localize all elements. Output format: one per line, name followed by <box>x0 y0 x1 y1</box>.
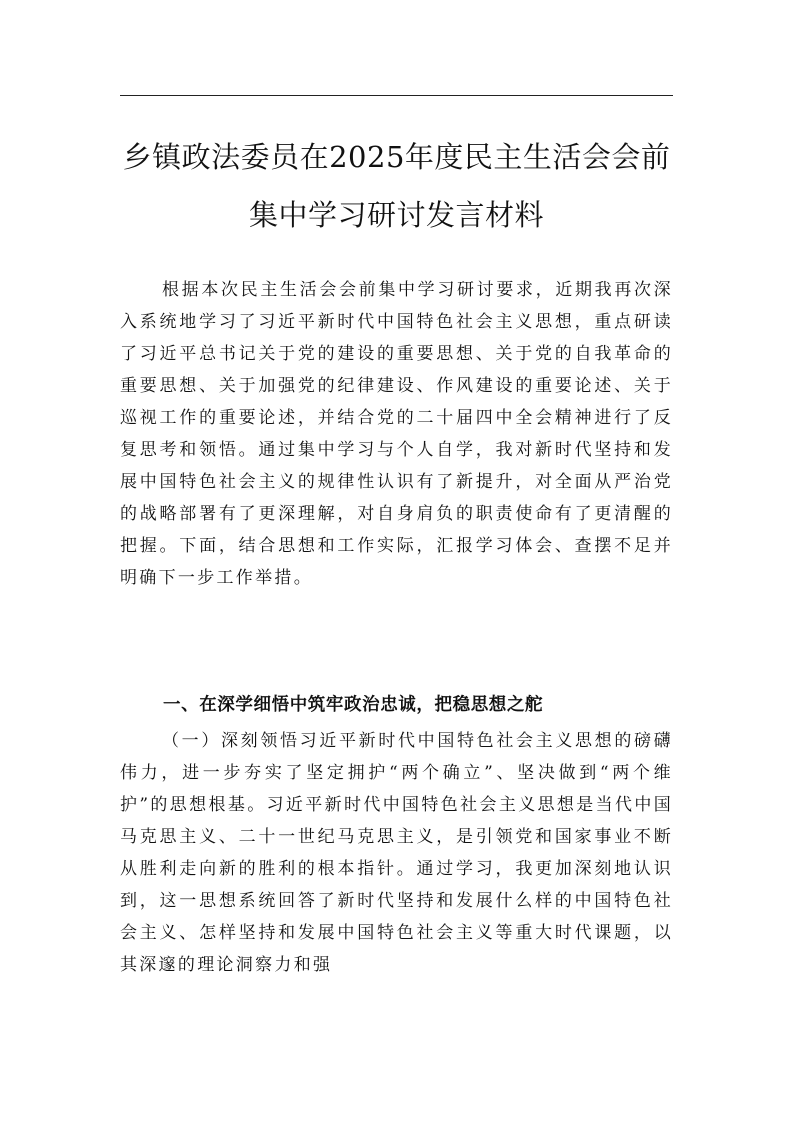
document-title <box>100 128 693 244</box>
header-rule <box>120 95 673 96</box>
title-line-1: 乡镇政法委员在2025年度民主生活会会前 <box>122 140 671 174</box>
title-line-2: 集中学习研讨发言材料 <box>248 198 544 232</box>
intro-paragraph: 根据本次民主生活会会前集中学习研讨要求，近期我再次深入系统地学习了习近平新时代中国特色社会主义思想，重点研读了习近平总书记关于党的建设的重要思想、关于党的自我革命的重要思想、关于加强党的纪律建设、作风建设的重要论述、关于巡视工作的重要论述，并结合党的二十届四中全会精神进行了反复思考和领悟。通过集中学习与个人自学，我对新时代坚持和发展中国特色社会主义的规律性认识有了新提升，对全面从严治党的战略部署有了更深理解，对自身肩负的职责使命有了更清醒的把握。下面，结合思想和工作实际，汇报学习体会、查摆不足并明确下一步工作举措。 <box>120 280 673 588</box>
section-heading: 一、在深学细悟中筑牢政治忠诚，把稳思想之舵 <box>163 695 544 715</box>
subsection-paragraph: （一）深刻领悟习近平新时代中国特色社会主义思想的磅礴伟力，进一步夯实了坚定拥护“两个确立”、坚决做到“两个维护”的思想根基。习近平新时代中国特色社会主义思想是当代中国马克思主义、二十一世纪马克思主义，是引领党和国家事业不断从胜利走向新的胜利的根本指针。通过学习，我更加深刻地认识到，这一思想系统回答了新时代坚持和发展什么样的中国特色社会主义、怎样坚持和发展中国特色社会主义等重大时代课题，以其深邃的理论洞察力和强 <box>120 731 673 975</box>
